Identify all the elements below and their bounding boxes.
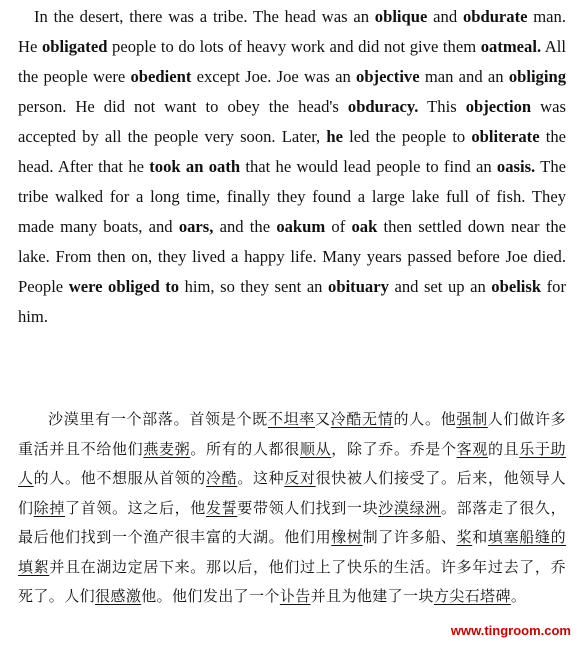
vocab-translation: 填塞船缝的填絮	[18, 528, 566, 576]
chinese-text: 的且	[487, 439, 520, 458]
english-text: man and an	[419, 67, 509, 86]
vocab-translation: 反对	[284, 469, 316, 487]
chinese-text: 。部落走了很久，最后他们找到一个渔产很丰富的大湖。他们用	[18, 498, 566, 546]
english-paragraph	[18, 2, 566, 332]
english-text: This	[418, 97, 466, 116]
chinese-text: 又	[315, 410, 331, 428]
chinese-text: 。	[510, 587, 527, 605]
vocab-term: he	[326, 127, 343, 146]
chinese-text: ，除了乔。乔是个	[331, 439, 457, 458]
english-text: people to do lots of heavy work and did not give them	[107, 37, 481, 56]
vocab-term: were obliged to	[68, 277, 180, 296]
vocab-term: obituary	[328, 277, 389, 296]
chinese-passage	[18, 405, 566, 612]
watermark: www.tingroom.com	[450, 623, 571, 638]
vocab-translation: 冷酷无情	[330, 410, 394, 428]
vocab-translation: 桨	[456, 528, 473, 546]
english-text: All the people were	[18, 37, 567, 86]
vocab-term: oars,	[178, 217, 214, 236]
chinese-text: 的人。他	[393, 410, 457, 428]
chinese-text: 并且为他建了一块	[310, 587, 434, 605]
vocab-term: objection	[465, 97, 532, 116]
vocab-term: oatmeal.	[480, 37, 542, 56]
chinese-text: 很快被人们接受了。后来，他领导人们	[18, 469, 566, 517]
vocab-term: oblique	[374, 7, 428, 26]
english-text: except Joe. Joe was an	[191, 67, 357, 86]
vocab-translation: 乐于助人	[18, 439, 566, 487]
chinese-text: 沙漠里有一个部落。首领是个既	[48, 410, 268, 428]
vocab-term: obliging	[508, 67, 566, 86]
vocab-translation: 冷酷	[205, 469, 238, 487]
english-text: the head. After that he	[18, 127, 566, 176]
english-text: that he would lead people to find an	[240, 157, 497, 176]
chinese-text: 。这种	[237, 469, 285, 487]
vocab-term: obligated	[41, 37, 108, 56]
english-text: of	[325, 217, 352, 236]
vocab-translation: 强制	[456, 410, 488, 428]
vocab-term: oak	[351, 217, 378, 236]
english-text: In the desert, there was a tribe. The head was an	[34, 7, 375, 26]
english-text: and the	[213, 217, 277, 236]
vocab-term: obdurate	[462, 7, 528, 26]
vocab-term: oasis.	[496, 157, 536, 176]
vocab-term: obliterate	[471, 127, 540, 146]
english-text: led the people to	[342, 127, 472, 146]
vocab-translation: 方尖石塔碑	[433, 587, 511, 605]
chinese-text: 了首领。这之后，他	[65, 498, 206, 517]
vocab-term: objective	[356, 67, 420, 86]
english-text: man. He	[18, 7, 566, 56]
english-text: then settled down near the lake. From then on, they lived a happy life. Many years passed before Joe died. People	[18, 217, 566, 296]
chinese-text: 他。他们发出了一个	[141, 587, 280, 605]
vocab-translation: 燕麦粥	[143, 439, 191, 458]
vocab-term: obedient	[130, 67, 192, 86]
vocab-term: oakum	[276, 217, 326, 236]
chinese-text: 和	[472, 528, 488, 546]
english-text: was accepted by all the people very soon. Later,	[18, 97, 566, 146]
vocab-term: obduracy.	[347, 97, 419, 116]
vocab-translation: 顺从	[299, 439, 332, 458]
english-text: for him.	[18, 277, 567, 326]
english-passage	[18, 2, 566, 332]
vocab-translation: 沙漠绿洲	[378, 498, 441, 517]
vocab-translation: 发誓	[205, 498, 238, 517]
english-text: person. He did not want to obey the head's	[18, 97, 348, 116]
vocab-term: took an oath	[149, 157, 241, 176]
vocab-translation: 很感激	[95, 587, 142, 605]
chinese-paragraph	[18, 405, 566, 612]
english-text: and set up an	[388, 277, 492, 296]
chinese-text: 制了许多船、	[362, 528, 457, 546]
vocab-term: obelisk	[491, 277, 542, 296]
vocab-translation: 讣告	[279, 587, 311, 605]
chinese-text: 的人。他不想服从首领的	[33, 469, 206, 487]
english-text: The tribe walked for a long time, finally they found a large lake full of fish. They made many boats, and	[18, 157, 566, 236]
chinese-text: 要带领人们找到一块	[237, 498, 379, 517]
english-text: him, so they sent an	[179, 277, 329, 296]
vocab-translation: 不坦率	[267, 410, 315, 428]
vocab-translation: 除掉	[33, 498, 65, 517]
vocab-translation: 客观	[456, 439, 488, 458]
english-text: and	[427, 7, 463, 26]
chinese-text: 人们做许多重活并且不给他们	[18, 410, 567, 458]
chinese-text: 。所有的人都很	[190, 439, 300, 458]
chinese-text: 并且在湖边定居下来。那以后，他们过上了快乐的生活。许多年过去了，乔死了。人们	[18, 557, 566, 605]
vocab-translation: 橡树	[331, 528, 363, 546]
